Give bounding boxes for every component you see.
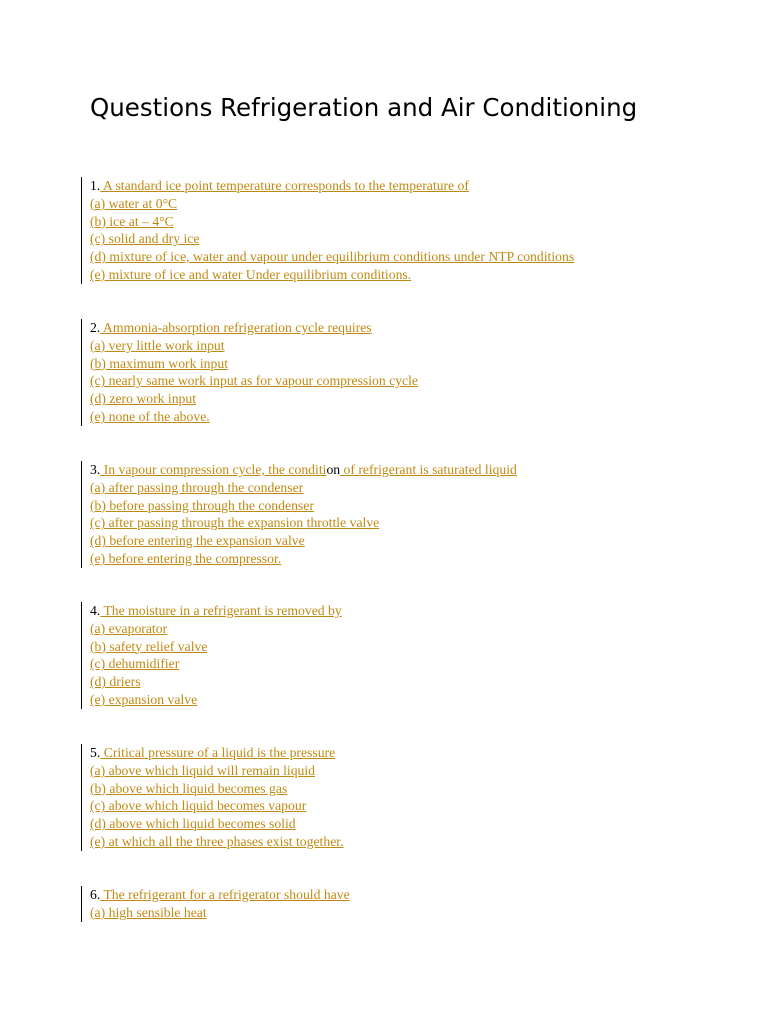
question-number: 6.: [90, 887, 101, 902]
question-5-option-e[interactable]: (e) at which all the three phases exist together.: [90, 833, 344, 849]
question-1-option-a[interactable]: (a) water at 0°C: [90, 195, 178, 211]
question-1-prompt-link[interactable]: A standard ice point temperature corresponds to the temperature of: [100, 178, 469, 193]
question-1-stem: [90, 177, 710, 195]
document-title: Questions Refrigeration and Air Conditioning: [90, 93, 638, 122]
question-4-option-a[interactable]: (a) evaporator: [90, 620, 168, 636]
question-6: [81, 886, 710, 922]
question-4-option-d[interactable]: (d) driers: [90, 674, 141, 690]
question-number: 4.: [90, 603, 101, 618]
question-number: 5.: [90, 745, 101, 760]
question-2-option-a[interactable]: (a) very little work input: [90, 337, 225, 353]
question-5-prompt-link[interactable]: Critical pressure of a liquid is the pressure: [100, 745, 336, 760]
question-3: [81, 461, 710, 568]
question-4-option-c[interactable]: (c) dehumidifier: [90, 656, 180, 672]
question-1-option-d[interactable]: (d) mixture of ice, water and vapour under equilibrium conditions under NTP conditions: [90, 249, 575, 265]
question-4-option-b[interactable]: (b) safety relief valve: [90, 638, 208, 654]
question-3-prompt-link-part1[interactable]: In vapour compression cycle, the conditi: [100, 462, 327, 477]
question-4-prompt-link[interactable]: The moisture in a refrigerant is removed by: [100, 603, 342, 618]
question-5: [81, 744, 710, 851]
question-5-stem: [90, 744, 710, 762]
question-3-stem: [90, 461, 710, 479]
question-6-option-a[interactable]: (a) high sensible heat: [90, 904, 207, 920]
question-4-stem: [90, 602, 710, 620]
question-3-prompt-link-part2[interactable]: of refrigerant is saturated liquid: [340, 462, 517, 477]
question-1-option-e[interactable]: (e) mixture of ice and water Under equilibrium conditions.: [90, 266, 412, 282]
question-2-option-e[interactable]: (e) none of the above.: [90, 408, 210, 424]
question-3-option-b[interactable]: (b) before passing through the condenser: [90, 497, 314, 513]
question-4: [81, 602, 710, 709]
question-1-option-b[interactable]: (b) ice at – 4°C: [90, 213, 174, 229]
question-1: [81, 177, 710, 284]
question-2: [81, 319, 710, 426]
question-3-option-a[interactable]: (a) after passing through the condenser: [90, 479, 304, 495]
question-3-option-c[interactable]: (c) after passing through the expansion throttle valve: [90, 515, 380, 531]
question-1-option-c[interactable]: (c) solid and dry ice: [90, 231, 200, 247]
question-6-prompt-link[interactable]: The refrigerant for a refrigerator should have: [100, 887, 350, 902]
question-number: 1.: [90, 178, 101, 193]
question-5-option-a[interactable]: (a) above which liquid will remain liquid: [90, 762, 316, 778]
question-5-option-b[interactable]: (b) above which liquid becomes gas: [90, 780, 288, 796]
question-5-option-d[interactable]: (d) above which liquid becomes solid: [90, 816, 296, 832]
question-4-option-e[interactable]: (e) expansion valve: [90, 691, 198, 707]
question-number: 3.: [90, 462, 101, 477]
question-2-option-c[interactable]: (c) nearly same work input as for vapour compression cycle: [90, 373, 419, 389]
question-2-option-d[interactable]: (d) zero work input: [90, 391, 197, 407]
question-3-prompt-plain-text: on: [326, 462, 341, 477]
question-2-prompt-link[interactable]: Ammonia-absorption refrigeration cycle requires: [100, 320, 372, 335]
question-2-stem: [90, 319, 710, 337]
question-6-stem: [90, 886, 710, 904]
question-2-option-b[interactable]: (b) maximum work input: [90, 355, 228, 371]
question-number: 2.: [90, 320, 101, 335]
question-3-option-d[interactable]: (d) before entering the expansion valve: [90, 533, 305, 549]
question-3-option-e[interactable]: (e) before entering the compressor.: [90, 550, 282, 566]
question-5-option-c[interactable]: (c) above which liquid becomes vapour: [90, 798, 307, 814]
